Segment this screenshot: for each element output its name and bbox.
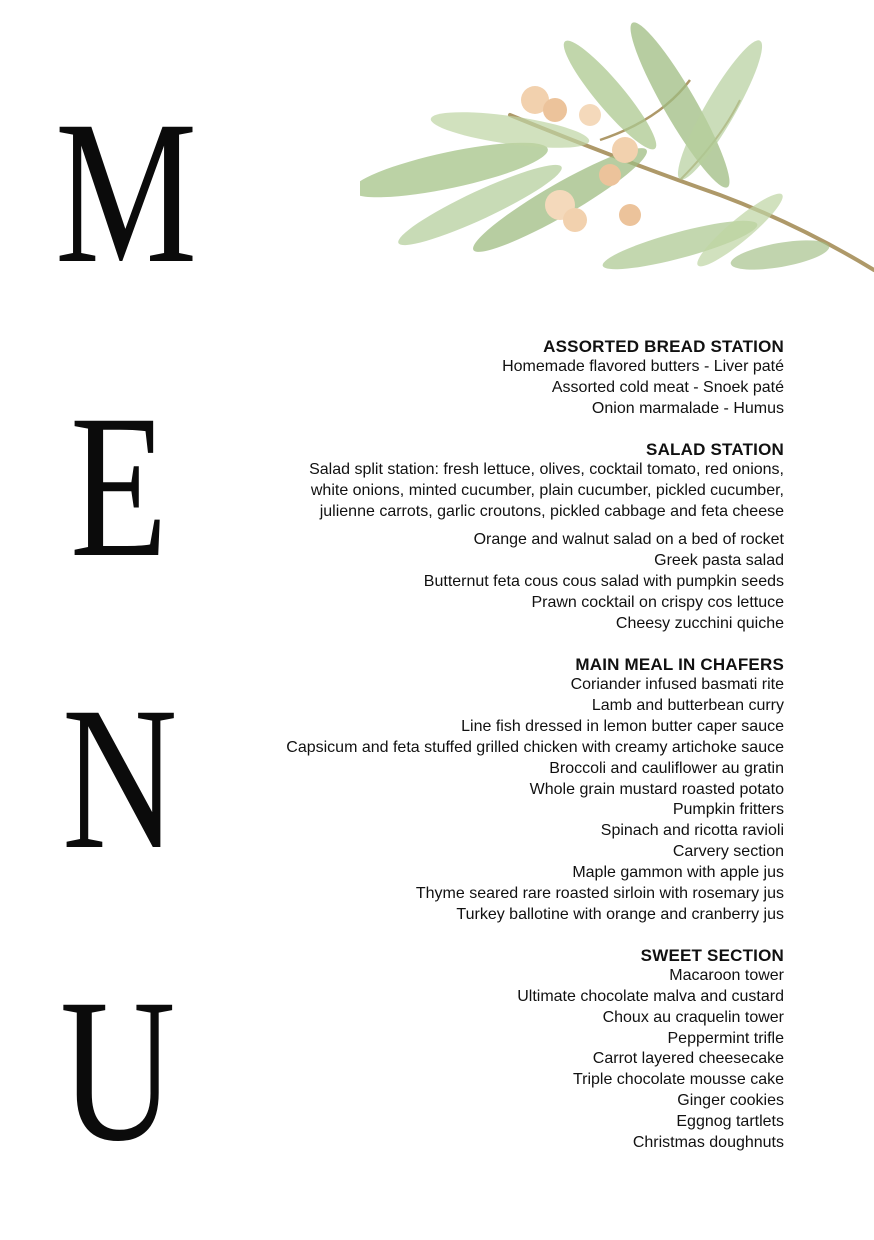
menu-letter-m: M (55, 79, 198, 306)
menu-item: Turkey ballotine with orange and cranberry jus (456, 905, 784, 923)
menu-item: Greek pasta salad (654, 552, 784, 570)
section-title: SWEET SECTION (640, 945, 784, 965)
section-title: SALAD STATION (646, 439, 784, 459)
section-title: MAIN MEAL IN CHAFERS (575, 654, 784, 674)
menu-item: Assorted cold meat - Snoek paté (551, 378, 784, 396)
menu-letter-u: U (60, 957, 176, 1184)
menu-item: Onion marmalade - Humus (591, 399, 784, 417)
description-line: julienne carrots, garlic croutons, pickled cabbage and feta cheese (319, 502, 784, 520)
menu-item: Homemade flavored butters - Liver paté (502, 358, 784, 375)
menu-item: Choux au craquelin tower (602, 1008, 784, 1026)
menu-item: Eggnog tartlets (676, 1113, 784, 1131)
section-salad (224, 439, 784, 635)
menu-item: Peppermint trifle (667, 1029, 784, 1047)
menu-item: Spinach and ricotta ravioli (600, 822, 784, 840)
menu-item: Lamb and butterbean curry (591, 696, 784, 714)
menu-item: Triple chocolate mousse cake (572, 1071, 784, 1089)
menu-item: Coriander infused basmati rite (570, 675, 784, 693)
description-line: white onions, minted cucumber, plain cucumber, pickled cucumber, (310, 481, 784, 499)
menu-item: Carrot layered cheesecake (592, 1050, 784, 1068)
olive-sprig-icon (360, 20, 874, 280)
section-bread (224, 336, 784, 420)
description-line: Salad split station: fresh lettuce, olives, cocktail tomato, red onions, (309, 460, 784, 478)
menu-letter-e: E (70, 373, 168, 600)
menu-item: Carvery section (672, 843, 784, 861)
menu-item: Line fish dressed in lemon butter caper sauce (461, 717, 784, 735)
menu-item: Maple gammon with apple jus (572, 864, 784, 882)
menu-item: Ginger cookies (677, 1092, 784, 1110)
menu-item: Butternut feta cous cous salad with pumpkin seeds (423, 573, 784, 591)
menu-item: Macaroon tower (669, 966, 784, 984)
menu-item: Prawn cocktail on crispy cos lettuce (531, 594, 784, 612)
menu-letter-n: N (62, 665, 178, 892)
menu-item: Capsicum and feta stuffed grilled chicken with creamy artichoke sauce (286, 738, 784, 756)
salad-split-description (224, 460, 784, 523)
menu-item: Orange and walnut salad on a bed of rocket (473, 531, 784, 549)
menu-item: Thyme seared rare roasted sirloin with rosemary jus (415, 885, 784, 903)
menu-item: Cheesy zucchini quiche (615, 615, 784, 633)
section-sweet (224, 945, 784, 1154)
menu-item: Broccoli and cauliflower au gratin (549, 759, 784, 777)
section-title: ASSORTED BREAD STATION (543, 337, 784, 356)
menu-list (224, 336, 784, 1154)
menu-item: Whole grain mustard roasted potato (529, 780, 784, 798)
menu-item: Christmas doughnuts (632, 1134, 784, 1152)
menu-item: Ultimate chocolate malva and custard (517, 987, 784, 1005)
menu-item: Pumpkin fritters (672, 801, 784, 819)
section-main (224, 654, 784, 926)
